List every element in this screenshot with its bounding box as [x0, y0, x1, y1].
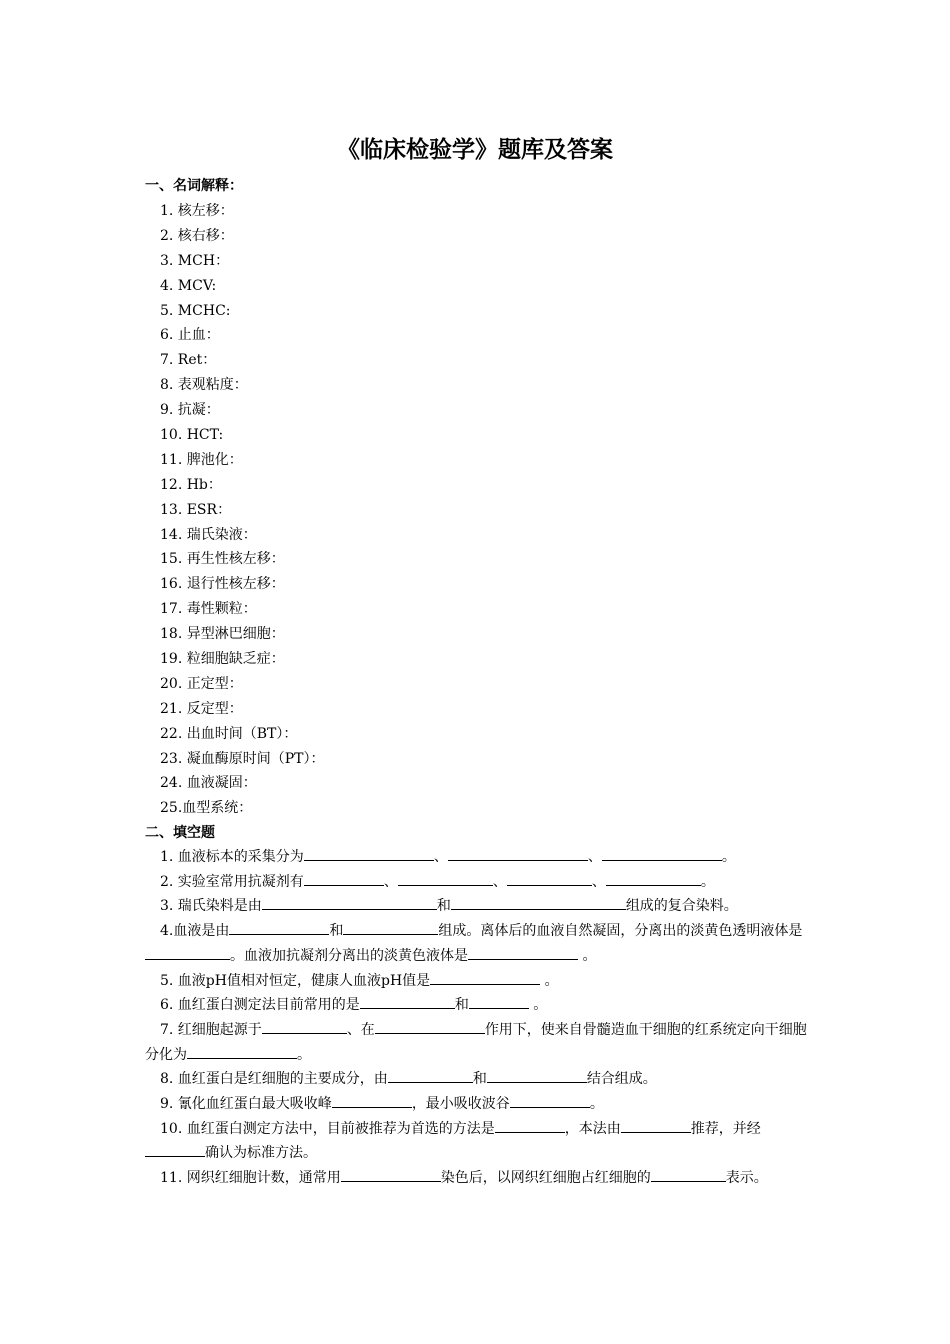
question-text: 2. 实验室常用抗凝剂有: [160, 873, 304, 890]
list-item: 2. 核右移：: [160, 227, 234, 244]
list-item: 21. 反定型：: [160, 700, 243, 717]
question-text: 。: [540, 972, 559, 989]
question-text: 表示。: [725, 1170, 768, 1187]
question-11: [145, 1166, 815, 1191]
list-item: 10. HCT:: [160, 427, 224, 444]
question-text: 。: [528, 997, 548, 1014]
list-item: 19. 粒细胞缺乏症：: [160, 651, 285, 668]
question-text: 和: [472, 1071, 487, 1088]
question-text: 和: [454, 997, 469, 1014]
answer-blank[interactable]: [602, 846, 722, 861]
answer-blank[interactable]: [360, 994, 455, 1009]
question-text: 、: [433, 849, 448, 865]
list-item: 6. 止血：: [160, 327, 220, 344]
fill-blank-questions: [145, 845, 815, 1191]
list-item: 22. 出血时间（BT）：: [160, 725, 298, 742]
list-item: 1. 核左移：: [160, 203, 234, 219]
answer-blank[interactable]: [145, 945, 230, 960]
question-text: 组成的复合染料。: [625, 898, 738, 915]
question-text: 3. 瑞氏染料是由: [160, 898, 262, 915]
answer-blank[interactable]: [487, 1068, 587, 1083]
list-item: 9. 抗凝：: [160, 402, 220, 419]
answer-blank[interactable]: [229, 920, 329, 935]
question-text: 推荐，并经: [690, 1120, 761, 1137]
question-text: 、: [587, 849, 602, 865]
section-heading-definitions: 一、名词解释：: [145, 178, 243, 194]
answer-blank[interactable]: [448, 846, 588, 861]
question-text: 11. 网织红细胞计数，通常用: [160, 1170, 341, 1187]
question-text: 4.血液是由: [160, 923, 230, 940]
question-text: 。: [700, 873, 715, 890]
answer-blank[interactable]: [262, 895, 437, 910]
list-item: 8. 表观粘度：: [160, 377, 248, 394]
question-text: ，本法由: [564, 1120, 621, 1137]
answer-blank[interactable]: [451, 895, 626, 910]
question-9: [145, 1092, 815, 1117]
answer-blank[interactable]: [304, 846, 434, 861]
question-text: 和: [329, 923, 344, 940]
definitions-list: [160, 199, 324, 821]
question-3: [145, 894, 815, 919]
question-text: 。: [297, 1046, 311, 1063]
answer-blank[interactable]: [495, 1118, 565, 1133]
answer-blank[interactable]: [510, 1093, 590, 1108]
answer-blank[interactable]: [606, 871, 701, 886]
question-7: [145, 1018, 815, 1067]
question-text: 、: [591, 873, 606, 890]
answer-blank[interactable]: [262, 1019, 347, 1034]
question-text: 10. 血红蛋白测定方法中，目前被推荐为首选的方法是: [160, 1120, 495, 1137]
answer-blank[interactable]: [388, 1068, 473, 1083]
answer-blank[interactable]: [341, 1167, 441, 1182]
answer-blank[interactable]: [187, 1044, 297, 1059]
list-item: 11. 脾池化：: [160, 451, 243, 468]
question-text: 1. 血液标本的采集分为: [160, 849, 304, 865]
question-text: 。: [589, 1096, 604, 1113]
question-4: [145, 919, 815, 968]
question-text: 、: [492, 873, 507, 890]
question-2: [145, 870, 815, 895]
answer-blank[interactable]: [398, 871, 493, 886]
answer-blank[interactable]: [621, 1118, 691, 1133]
question-text: 确认为标准方法。: [205, 1145, 317, 1162]
answer-blank[interactable]: [332, 1093, 412, 1108]
question-text: 作用下，使来自骨髓造血干细胞的红系统定向干细胞分化为: [145, 1021, 807, 1063]
question-text: 、在: [346, 1021, 375, 1038]
list-item: 23. 凝血酶原时间（PT）：: [160, 750, 325, 767]
question-text: 组成。离体后的血液自然凝固，分离出的淡黄色透明液体是: [438, 923, 803, 940]
list-item: 20. 正定型：: [160, 675, 243, 692]
question-text: 7. 红细胞起源于: [160, 1021, 262, 1038]
list-item: 25.血型系统：: [160, 800, 253, 817]
answer-blank[interactable]: [651, 1167, 726, 1182]
answer-blank[interactable]: [375, 1019, 485, 1034]
question-text: 和: [436, 898, 451, 915]
question-5: [145, 969, 815, 994]
answer-blank[interactable]: [304, 871, 384, 886]
list-item: 18. 异型淋巴细胞：: [160, 626, 285, 643]
list-item: 5. MCHC:: [160, 302, 231, 319]
list-item: 3. MCH：: [160, 252, 230, 269]
section-heading-fill-blanks: 二、填空题: [145, 825, 215, 841]
list-item: 17. 毒性颗粒：: [160, 601, 257, 618]
list-item: 7. Ret：: [160, 352, 217, 369]
list-item: 13. ESR：: [160, 501, 232, 518]
list-item: 14. 瑞氏染液：: [160, 526, 257, 543]
answer-blank[interactable]: [430, 970, 540, 985]
question-6: [145, 993, 815, 1018]
answer-blank[interactable]: [507, 871, 592, 886]
list-item: 15. 再生性核左移：: [160, 551, 285, 568]
list-item: 4. MCV:: [160, 277, 217, 294]
question-10: [145, 1117, 815, 1166]
question-text: 5. 血液pH值相对恒定，健康人血液pH值是: [160, 972, 431, 989]
question-text: 、: [383, 873, 398, 890]
question-text: ，最小吸收波谷: [411, 1096, 510, 1113]
question-text: 染色后，以网织红细胞占红细胞的: [440, 1170, 651, 1187]
list-item: 24. 血液凝固：: [160, 775, 257, 792]
question-text: 9. 氰化血红蛋白最大吸收峰: [160, 1096, 332, 1113]
question-1: [145, 845, 815, 870]
list-item: 16. 退行性核左移：: [160, 576, 285, 593]
question-text: 8. 血红蛋白是红细胞的主要成分，由: [160, 1071, 388, 1088]
question-text: 结合组成。: [586, 1071, 657, 1088]
question-8: [145, 1067, 815, 1092]
question-text: 。血液加抗凝剂分离出的淡黄色液体是: [230, 947, 468, 964]
question-text: 。: [578, 947, 597, 964]
document-title: 《临床检验学》题库及答案: [337, 137, 613, 163]
question-text: 6. 血红蛋白测定法目前常用的是: [160, 997, 360, 1014]
answer-blank[interactable]: [469, 994, 529, 1009]
list-item: 12. Hb：: [160, 476, 222, 493]
answer-blank[interactable]: [343, 920, 438, 935]
question-text: 。: [721, 849, 736, 865]
answer-blank[interactable]: [145, 1142, 205, 1157]
answer-blank[interactable]: [468, 945, 578, 960]
